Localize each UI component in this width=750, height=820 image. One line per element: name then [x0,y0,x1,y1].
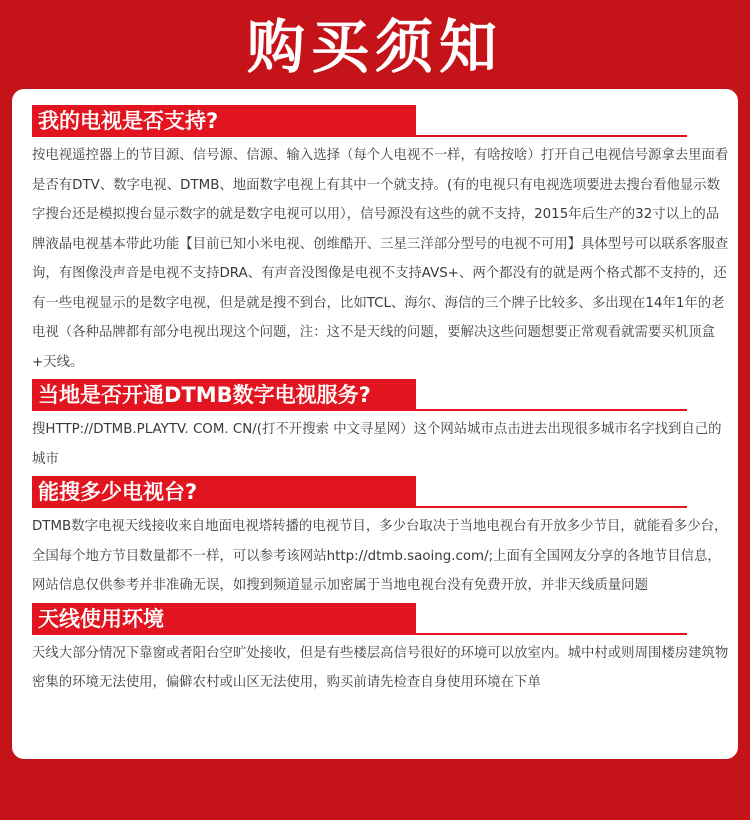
section-heading-environment [32,603,738,635]
notice-card [12,89,738,759]
section-title: 能搜多少电视台? [32,476,416,508]
section-title: 我的电视是否支持? [32,105,416,137]
section-title: 天线使用环境 [32,603,416,635]
page-title: 购买须知 [246,13,503,81]
section-divider [32,135,687,137]
section-title: 当地是否开通DTMB数字电视服务? [32,379,416,411]
section-heading-tv-support [32,105,738,137]
section-body-tv-support: 按电视遥控器上的节目源、信号源、信源、输入选择（每个人电视不一样，有啥按啥）打开自己电视信号源拿去里面看是否有DTV、数字电视、DTMB、地面数字电视上有其中一个就支持。(有的电视只有电视选项要进去搜台看他显示数字搜台还是模拟搜台显示数字的就是数字电视可以用），信号源没有这些的就不支持，2015年后生产的32寸以上的品牌液晶电视基本带此功能【目前已知小米电视、创维酷开、三星三洋部分型号的电视不可用】具体型号可以联系客服查询，有图像没声音是电视不支持DRA、有声音没图像是电视不支持AVS+、两个都没有的就是两个格式都不支持的，还有一些电视显示的是数字电视，但是就是搜不到台，比如TCL、海尔、海信的三个牌子比较多、多出现在14年1年的老电视（各种品牌都有部分电视出现这个问题，注：这不是天线的问题，要解决这些问题想要正常观看就需要买机顶盒+天线。 [32,148,729,370]
section-heading-dtmb-service [32,379,738,411]
section-body-channel-count: DTMB数字电视天线接收来自地面电视塔转播的电视节目，多少台取决于当地电视台有开放多少节目，就能看多少台，全国每个地方节目数量都不一样，可以参考该网站http://dtmb.saoing.com/;上面有全国网友分享的各地节目信息，网站信息仅供参考并非准确无误，如搜到频道显示加密属于当地电视台没有免费开放，并非天线质量问题 [32,519,728,593]
section-divider [32,506,687,508]
section-divider [32,409,687,411]
section-heading-channel-count [32,476,738,508]
section-body-environment: 天线大部分情况下靠窗或者阳台空旷处接收，但是有些楼层高信号很好的环境可以放室内。城中村或则周围楼房建筑物密集的环境无法使用，偏僻农村或山区无法使用，购买前请先检查自身使用环境在下单 [32,645,729,690]
section-divider [32,633,687,635]
section-body-dtmb-service: 搜HTTP://DTMB.PLAYTV. COM. CN/(打不开搜索 中文寻星网）这个网站城市点击进去出现很多城市名字找到自己的城市 [32,422,722,467]
